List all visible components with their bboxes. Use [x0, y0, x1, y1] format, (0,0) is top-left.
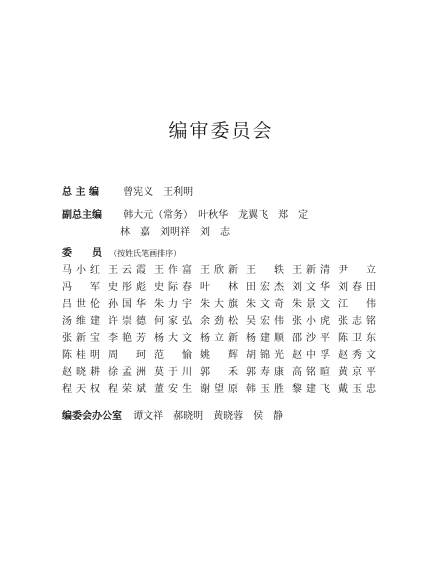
committee-members-grid	[62, 264, 384, 397]
committee-label: 委 员	[62, 248, 102, 259]
committee-member: 江 伟	[338, 299, 376, 310]
committee-member: 史际春	[154, 282, 192, 293]
committee-member: 姚 辉	[200, 350, 238, 361]
deputy-chief-editor-label: 副总主编	[62, 210, 102, 221]
committee-member: 王云霞	[108, 265, 146, 276]
committee-member: 陈卫东	[338, 333, 376, 344]
committee-member: 王欣新	[200, 265, 238, 276]
committee-member: 刘文华	[292, 282, 330, 293]
committee-member: 周 珂	[108, 350, 146, 361]
committee-member: 程天权	[62, 384, 100, 395]
committee-member: 叶 林	[200, 282, 238, 293]
deputy-chief-editor-row	[62, 209, 308, 223]
committee-member: 赵中孚	[292, 350, 330, 361]
page-title: 编审委员会	[168, 120, 274, 142]
committee-member: 李艳芳	[108, 333, 146, 344]
committee-member: 郭 禾	[200, 367, 238, 378]
committee-member: 田宏杰	[246, 282, 284, 293]
committee-sort-note: （按姓氏笔画排序）	[109, 249, 182, 258]
committee-member: 张新宝	[62, 333, 100, 344]
committee-member: 朱景文	[292, 299, 330, 310]
deputy-chief-editor-line2-row	[120, 226, 230, 240]
committee-member: 余劲松	[200, 316, 238, 327]
committee-member: 赵晓耕	[62, 367, 100, 378]
committee-member: 王 轶	[246, 265, 284, 276]
office-names: 谭文祥 郝晓明 黄晓蓉 侯 静	[133, 411, 284, 422]
committee-member: 杨大文	[154, 333, 192, 344]
committee-member: 戴玉忠	[338, 384, 376, 395]
deputy-chief-editor-names-line1: 韩大元（常务） 叶秋华 龙翼飞 郑 定	[123, 210, 309, 221]
chief-editor-label: 总 主 编	[62, 187, 99, 198]
committee-header-row	[62, 247, 181, 261]
office-label: 编委会办公室	[62, 411, 122, 422]
committee-member: 莫于川	[154, 367, 192, 378]
committee-member: 黄京平	[338, 367, 376, 378]
committee-member: 郭寿康	[246, 367, 284, 378]
committee-member: 徐孟洲	[108, 367, 146, 378]
committee-member: 胡锦光	[246, 350, 284, 361]
committee-member: 朱文奇	[246, 299, 284, 310]
committee-member: 汤维建	[62, 316, 100, 327]
committee-member: 杨建顺	[246, 333, 284, 344]
committee-member: 王新清	[292, 265, 330, 276]
committee-member: 高铭暄	[292, 367, 330, 378]
committee-member: 朱力宇	[154, 299, 192, 310]
committee-member: 王作富	[154, 265, 192, 276]
committee-member: 吴宏伟	[246, 316, 284, 327]
committee-member: 尹 立	[338, 265, 376, 276]
committee-member: 杨立新	[200, 333, 238, 344]
committee-member: 黎建飞	[292, 384, 330, 395]
committee-member: 韩玉胜	[246, 384, 284, 395]
committee-member: 朱大旗	[200, 299, 238, 310]
deputy-chief-editor-names-line2: 林 嘉 刘明祥 刘 志	[120, 227, 230, 238]
committee-member: 刘春田	[338, 282, 376, 293]
chief-editor-row	[62, 186, 193, 200]
committee-member: 冯 军	[62, 282, 100, 293]
committee-member: 赵秀文	[338, 350, 376, 361]
committee-member: 张小虎	[292, 316, 330, 327]
committee-member: 陈桂明	[62, 350, 100, 361]
committee-member: 许崇德	[108, 316, 146, 327]
committee-member: 张志铭	[338, 316, 376, 327]
committee-member: 何家弘	[154, 316, 192, 327]
committee-member: 董安生	[154, 384, 192, 395]
committee-member: 马小红	[62, 265, 100, 276]
committee-member: 史彤彪	[108, 282, 146, 293]
committee-member: 吕世伦	[62, 299, 100, 310]
chief-editor-names: 曾宪义 王利明	[123, 187, 194, 198]
committee-member: 孙国华	[108, 299, 146, 310]
committee-member: 谢望原	[200, 384, 238, 395]
office-row	[62, 410, 283, 424]
committee-member: 范 愉	[154, 350, 192, 361]
committee-member: 邵沙平	[292, 333, 330, 344]
committee-member: 程荣斌	[108, 384, 146, 395]
